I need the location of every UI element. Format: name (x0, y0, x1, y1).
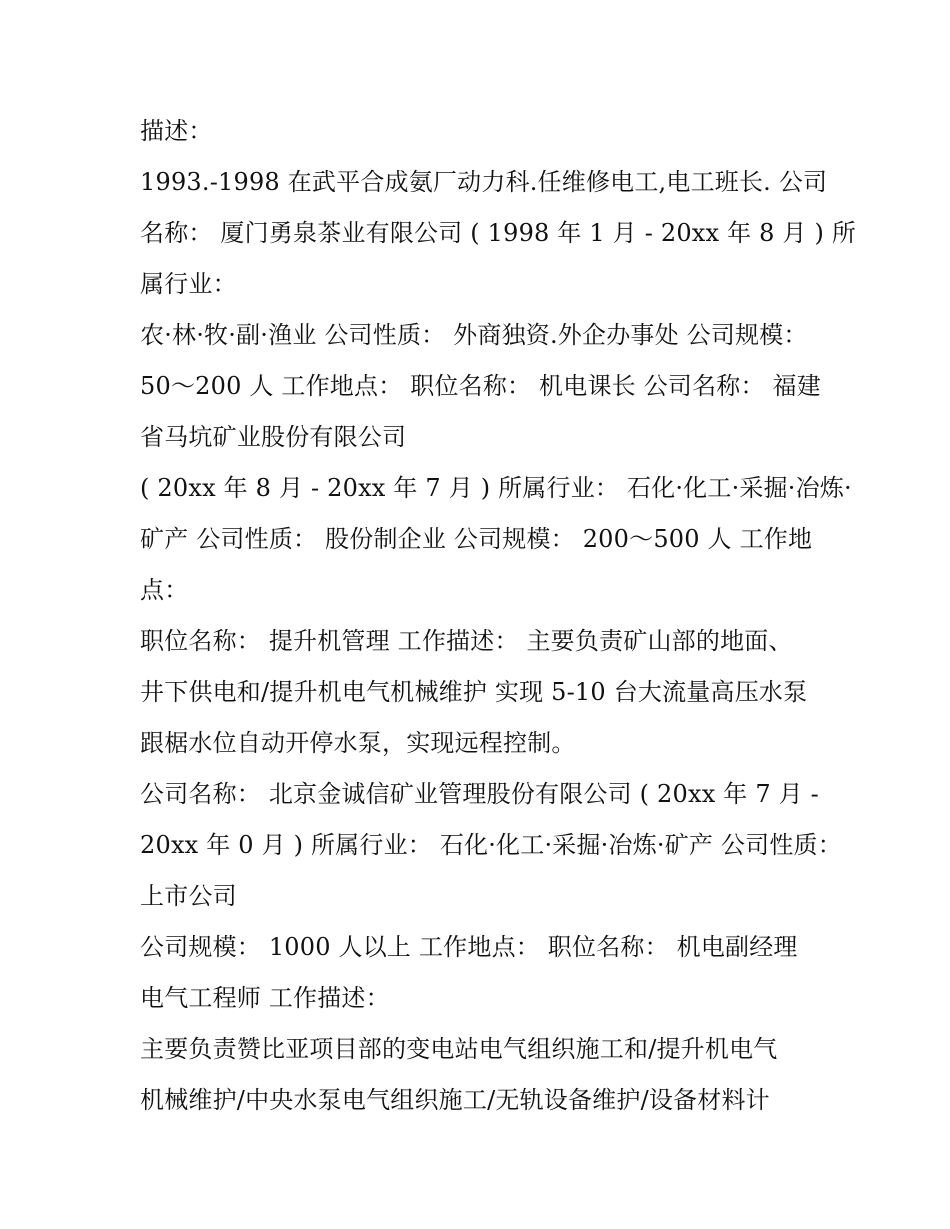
text-line: 机械维护/中央水泵电气组织施工/无轨设备维护/设备材料计 (140, 1086, 770, 1114)
text-line: 农·林·牧·副·渔业 公司性质： 外商独资.外企办事处 公司规模： (140, 321, 808, 349)
text-line: 主要负责赞比亚项目部的变电站电气组织施工和/提升机电气 (140, 1035, 778, 1063)
text-line: 矿产 公司性质： 股份制企业 公司规模： 200～500 人 工作地 (140, 525, 813, 553)
text-line: 属行业： (140, 270, 237, 298)
text-line: 跟椐水位自动开停水泵，实现远程控制。 (140, 729, 576, 757)
text-line: 20xx 年 0 月 ) 所属行业： 石化·化工·采掘·冶炼·矿产 公司性质： (140, 831, 842, 859)
text-line: 职位名称： 提升机管理 工作描述： 主要负责矿山部的地面、 (140, 627, 793, 655)
text-line: 点： (140, 576, 189, 604)
text-line: 50～200 人 工作地点： 职位名称： 机电课长 公司名称： 福建 (140, 372, 821, 400)
text-line: ( 20xx 年 8 月 - 20xx 年 7 月 ) 所属行业： 石化·化工·采掘·冶炼· (140, 474, 852, 502)
text-line: 公司规模： 1000 人以上 工作地点： 职位名称： 机电副经理 (140, 933, 798, 961)
text-line: 名称： 厦门勇泉茶业有限公司 ( 1998 年 1 月 - 20xx 年 8 月 ) 所 (140, 219, 857, 247)
text-line: 井下供电和/提升机电气机械维护 实现 5-10 台大流量高压水泵 (140, 678, 808, 706)
document-body (140, 106, 857, 1126)
text-line: 上市公司 (140, 882, 237, 910)
text-line: 描述： (140, 117, 213, 145)
text-line: 省马坑矿业股份有限公司 (140, 423, 407, 451)
text-line: 公司名称： 北京金诚信矿业管理股份有限公司 ( 20xx 年 7 月 - (140, 780, 819, 808)
text-line: 1993.-1998 在武平合成氨厂动力科.任维修电工,电工班长. 公司 (140, 168, 828, 196)
text-line: 电气工程师 工作描述： (140, 984, 390, 1012)
